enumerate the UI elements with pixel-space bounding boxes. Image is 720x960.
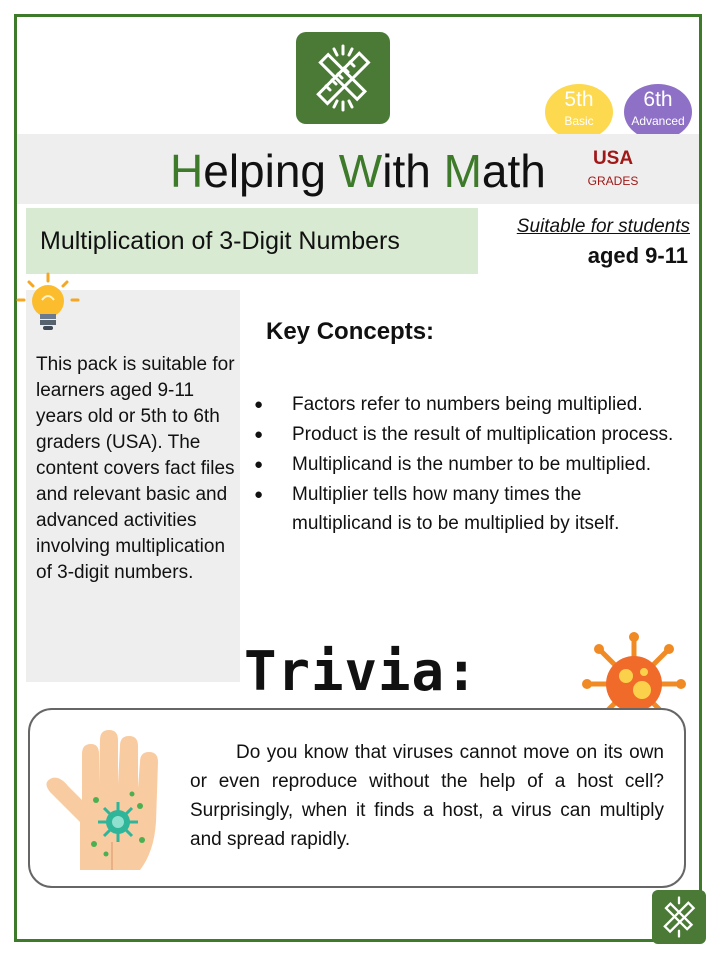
ruler-pencil-logo-icon bbox=[296, 32, 390, 124]
brand-title bbox=[170, 143, 546, 199]
list-item: ● Product is the result of multiplication process. bbox=[254, 420, 684, 449]
brand-letter: M bbox=[443, 145, 482, 197]
key-concepts-title: Key Concepts: bbox=[266, 318, 435, 345]
topic-title: Multiplication of 3-Digit Numbers bbox=[26, 208, 478, 274]
sidebar-description: This pack is suitable for learners aged 9-11 years old or 5th to 6th graders (USA). The content covers fact files and relevant basic and advanced activities involving multiplication of 3-digit numbers. bbox=[36, 354, 235, 583]
brand-letter: H bbox=[170, 145, 204, 197]
trivia-title: Trivia: bbox=[244, 640, 479, 703]
hand-germ-icon bbox=[36, 722, 172, 872]
ruler-pencil-logo-icon bbox=[652, 890, 706, 944]
grade-badge-5th bbox=[545, 84, 613, 140]
brand-text: ith bbox=[382, 145, 444, 197]
brand-text: elping bbox=[203, 145, 339, 197]
audience-label: Suitable for students bbox=[516, 216, 690, 237]
list-item: ● Multiplier tells how many times the multiplicand is to be multiplied by itself. bbox=[254, 480, 684, 538]
grade-number: 5th bbox=[564, 88, 594, 111]
trivia-text: Do you know that viruses cannot move on its own or even reproduce without the help of a host cell? Surprisingly, when it finds a host, a virus can multiply and spread rapidly. bbox=[190, 742, 664, 850]
key-concepts-list bbox=[254, 390, 684, 539]
audience-ages: aged 9-11 bbox=[587, 243, 688, 268]
brand-text: ath bbox=[481, 145, 546, 197]
grades-label: GRADES bbox=[587, 174, 639, 188]
grade-badge-6th bbox=[624, 84, 692, 140]
lightbulb-icon bbox=[16, 272, 80, 336]
list-item: ● Multiplicand is the number to be multiplied. bbox=[254, 450, 684, 479]
list-item: ● Factors refer to numbers being multiplied. bbox=[254, 390, 684, 419]
grade-number: 6th bbox=[643, 88, 673, 111]
grade-level: Basic bbox=[564, 114, 594, 128]
country-label: USA bbox=[592, 148, 634, 169]
brand-letter: W bbox=[338, 145, 383, 197]
grade-level: Advanced bbox=[631, 114, 685, 128]
